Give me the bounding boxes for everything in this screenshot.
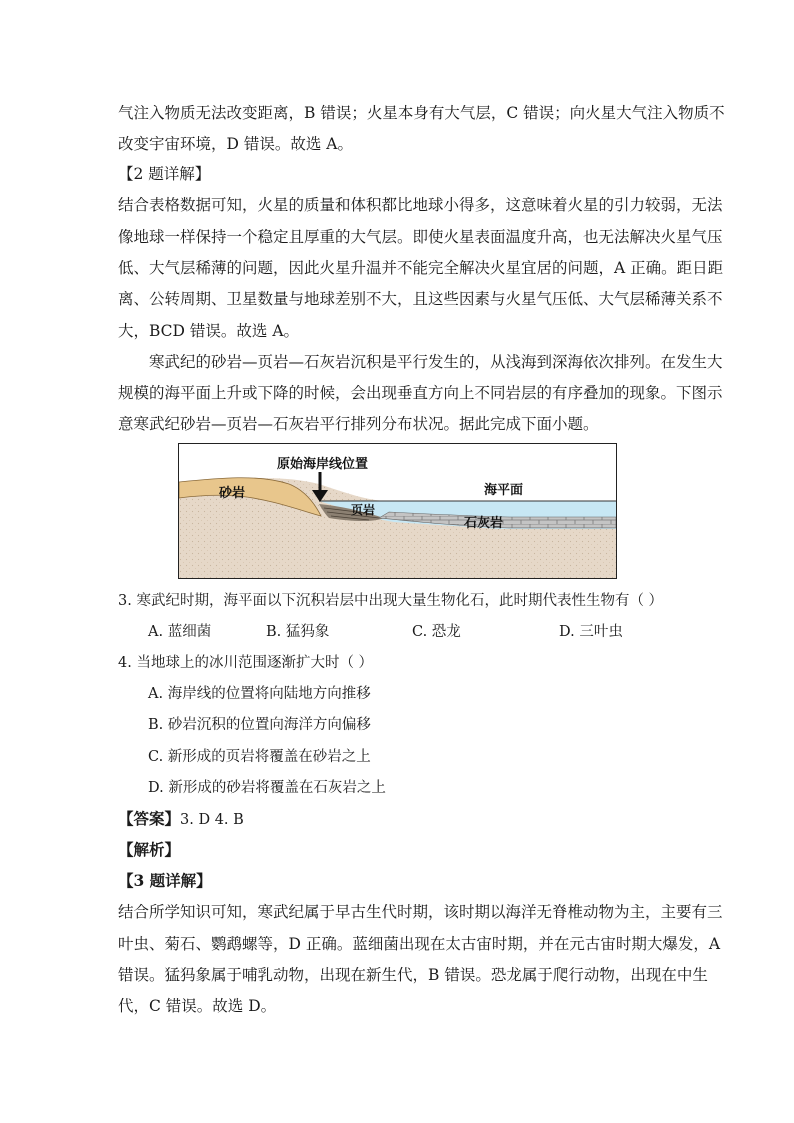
paragraph-line: 叶虫、菊石、鹦鹉螺等，D 正确。蓝细菌出现在太古宙时期，并在元古宙时期大爆发，A [118,935,721,953]
label-sealevel: 海平面 [484,483,524,498]
paragraph-line: 寒武纪的砂岩—页岩—石灰岩沉积是平行发生的，从浅海到深海依次排列。在发生大 [149,353,723,371]
answer-line [118,809,678,830]
q3-option-d: D. 三叶虫 [559,624,623,640]
label-shale: 页岩 [351,503,376,517]
paragraph-line: 结合所学知识可知，寒武纪属于早古生代时期，该时期以海洋无脊椎动物为主，主要有三 [118,903,723,921]
q4-option-c: C. 新形成的页岩将覆盖在砂岩之上 [148,749,371,765]
strata-diagram [179,444,616,578]
paragraph-line: 低、大气层稀薄的问题，因此火星升温并不能完全解决火星宜居的问题，A 正确。距日距 [118,259,724,277]
paragraph-line: 意寒武纪砂岩—页岩—石灰岩平行排列分布状况。据此完成下面小题。 [118,415,599,433]
section-heading: 【2 题详解】 [118,165,211,183]
label-limestone: 石灰岩 [464,516,504,531]
section-heading-3: 【3 题详解】 [118,871,212,890]
paragraph-line: 改变宇宙环境，D 错误。故选 A。 [118,135,353,153]
q3-option-a: A. 蓝细菌 [148,624,212,640]
analysis-heading: 【解析】 [118,840,181,859]
paragraph-line: 错误。猛犸象属于哺乳动物，出现在新生代，B 错误。恐龙属于爬行动物，出现在中生 [118,966,708,984]
question-4-stem: 4. 当地球上的冰川范围逐渐扩大时（ ） [118,655,374,671]
answer-label: 【答案】 [118,809,181,828]
paragraph-line: 规模的海平面上升或下降的时候，会出现垂直方向上不同岩层的有序叠加的现象。下图示 [118,384,723,402]
strata-figure [178,443,617,579]
paragraph-line: 气注入物质无法改变距离，B 错误；火星本身有大气层，C 错误；向火星大气注入物质不 [118,104,725,122]
q4-option-a: A. 海岸线的位置将向陆地方向推移 [148,686,371,702]
paragraph-line: 像地球一样保持一个稳定且厚重的大气层。即使火星表面温度升高，也无法解决火星气压 [118,228,723,246]
paragraph-line: 代，C 错误。故选 D。 [118,997,277,1015]
label-sandstone: 砂岩 [219,486,246,501]
paragraph-line: 离、公转周期、卫星数量与地球差别不大，且这些因素与火星气压低、大气层稀薄关系不 [118,290,723,308]
paragraph-line: 大，BCD 错误。故选 A。 [118,322,300,340]
question-3-stem: 3. 寒武纪时期，海平面以下沉积岩层中出现大量生物化石，此时期代表性生物有（ ） [118,593,664,609]
paragraph-line: 结合表格数据可知，火星的质量和体积都比地球小得多，这意味着火星的引力较弱，无法 [118,196,723,214]
q4-option-d: D. 新形成的砂岩将覆盖在石灰岩之上 [148,780,386,796]
q4-option-b: B. 砂岩沉积的位置向海洋方向偏移 [148,717,371,733]
q3-option-b: B. 猛犸象 [266,624,330,640]
q3-option-c: C. 恐龙 [412,624,461,640]
answer-text: 3. D 4. B [180,812,244,828]
label-coastline: 原始海岸线位置 [277,457,369,472]
